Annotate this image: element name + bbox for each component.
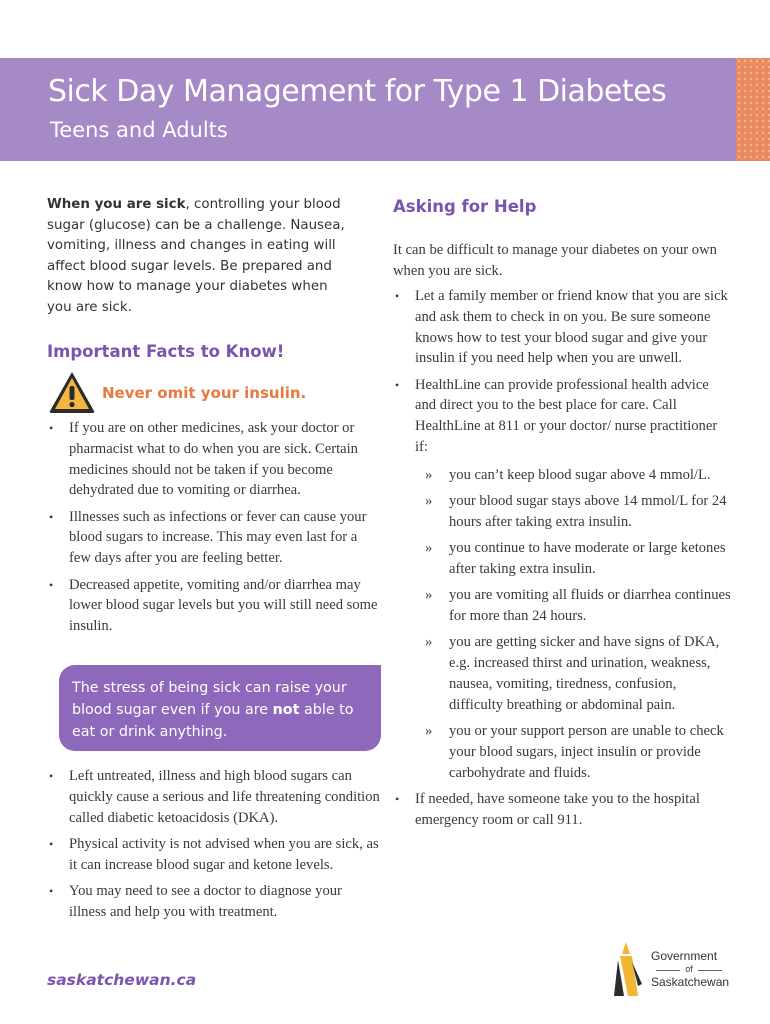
page-title: Sick Day Management for Type 1 Diabetes: [48, 74, 667, 109]
healthline-text: HealthLine can provide professional health advice and direct you to the best place for care. Call HealthLine at 811 or your doctor/ nurse practitioner if:: [415, 376, 718, 456]
list-item: • Let a family member or friend know that you are sick and ask them to check in on you. Be sure someone knows how to test your blood sugar and give your insulin if you need help when you are unwell.: [393, 286, 733, 369]
logo-line-of: of: [652, 964, 726, 974]
sublist-item: » you are vomiting all fluids or diarrhea continues for more than 24 hours.: [415, 585, 733, 627]
warning-row: [47, 369, 347, 415]
intro-text: , controlling your blood sugar (glucose) can be a challenge. Nausea, vomiting, illness and changes in eating will affect blood sugar levels. Be prepared and know how to manage your diabetes when you are sick.: [47, 197, 345, 315]
facts-list-b: [47, 766, 382, 928]
sublist-item: » you continue to have moderate or large ketones after taking extra insulin.: [415, 538, 733, 580]
page-subtitle: Teens and Adults: [50, 118, 228, 142]
help-heading: Asking for Help: [393, 197, 537, 216]
list-item: [393, 375, 733, 784]
sublist-item: » you or your support person are unable to check your blood sugars, inject insulin or provide carbohydrate and fluids.: [415, 721, 733, 783]
warning-triangle-icon: [47, 369, 97, 415]
website-link[interactable]: saskatchewan.ca: [47, 971, 197, 989]
facts-list-a: [47, 418, 382, 642]
logo-line-saskatchewan: Saskatchewan: [651, 975, 730, 989]
warning-text: Never omit your insulin.: [102, 384, 307, 402]
saskatchewan-logo-icon: [608, 940, 644, 998]
government-logo: [608, 940, 738, 1000]
logo-line-government: Government: [651, 949, 718, 963]
callout-text-pre: The stress of being sick can raise your blood sugar even if you are: [72, 680, 347, 718]
intro-bold: When you are sick: [47, 197, 186, 212]
list-item: • Decreased appetite, vomiting and/or diarrhea may lower blood sugar levels but you will still need some insulin.: [47, 575, 382, 637]
list-item: • If you are on other medicines, ask your doctor or pharmacist what to do when you are sick. Certain medicines should not be taken if you become dehydrated due to vomiting or diarrhea.: [47, 418, 382, 501]
banner-accent-pattern: [736, 58, 770, 161]
help-list: [393, 286, 733, 836]
sublist-item: » you can’t keep blood sugar above 4 mmol/L.: [415, 465, 733, 486]
list-item: • Left untreated, illness and high blood sugars can quickly cause a serious and life threatening condition called diabetic ketoacidosis (DKA).: [47, 766, 382, 828]
healthline-sublist: [415, 465, 733, 784]
list-item: • If needed, have someone take you to the hospital emergency room or call 911.: [393, 789, 733, 831]
help-intro: It can be difficult to manage your diabetes on your own when you are sick.: [393, 242, 717, 279]
callout-bold: not: [272, 702, 300, 718]
intro-paragraph: [47, 195, 352, 318]
sublist-item: » your blood sugar stays above 14 mmol/L for 24 hours after taking extra insulin.: [415, 491, 733, 533]
facts-heading: Important Facts to Know!: [47, 342, 285, 361]
callout-text-post: able to eat or drink anything.: [72, 702, 354, 740]
list-item: • You may need to see a doctor to diagnose your illness and help you with treatment.: [47, 881, 382, 923]
sublist-item: » you are getting sicker and have signs of DKA, e.g. increased thirst and urination, weakness, nausea, vomiting, tiredness, confusion, difficulty breathing or abdominal pain.: [415, 632, 733, 715]
list-item: • Illnesses such as infections or fever can cause your blood sugars to increase. This may even last for a few days after you are feeling better.: [47, 507, 382, 569]
stress-callout: [59, 665, 381, 751]
list-item: • Physical activity is not advised when you are sick, as it can increase blood sugar and ketone levels.: [47, 834, 382, 876]
